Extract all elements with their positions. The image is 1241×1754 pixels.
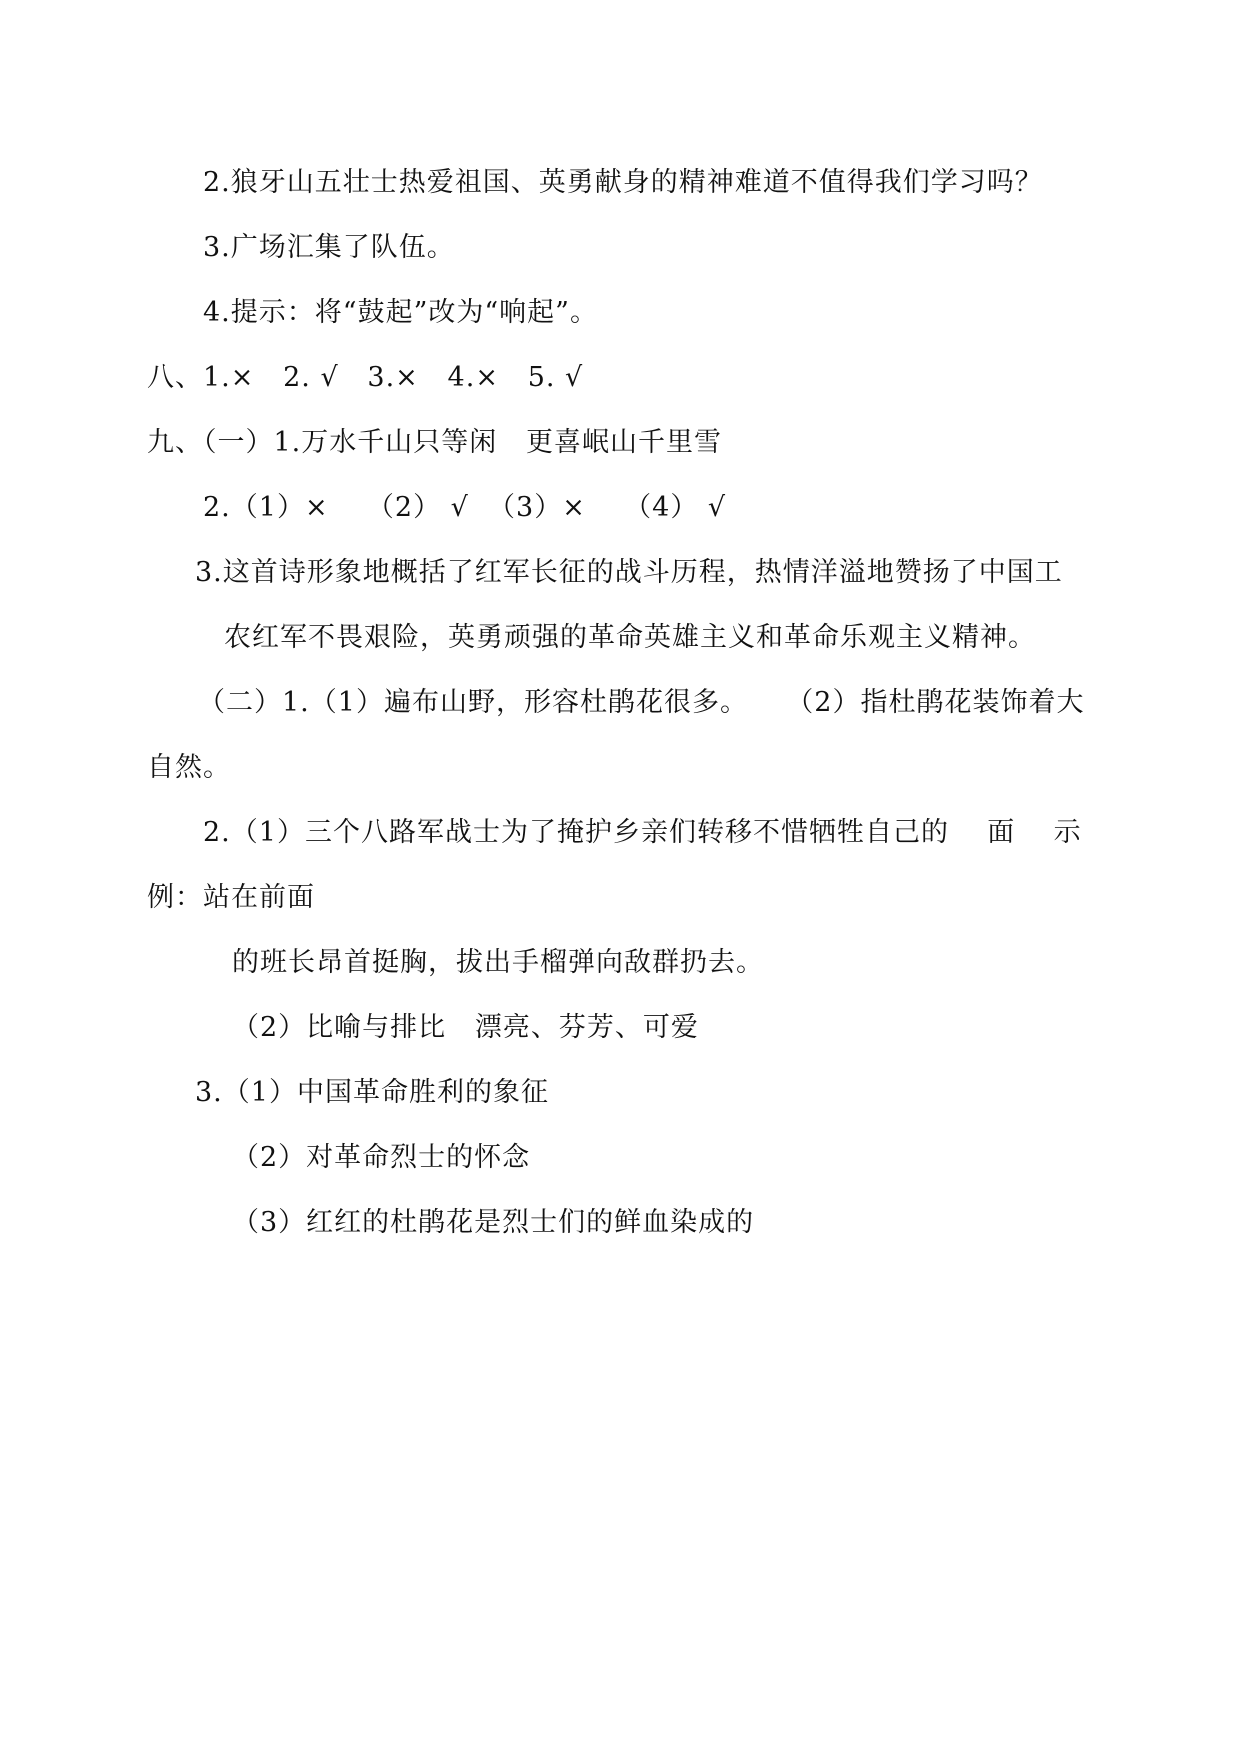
answer-line: 3.（1）中国革命胜利的象征 — [195, 1077, 549, 1108]
answer-line: 九、（一）1.万水千山只等闲 更喜岷山千里雪 — [147, 427, 723, 458]
answer-line: 4.提示：将“鼓起”改为“响起”。 — [203, 297, 598, 328]
answer-line: 2.（1）三个八路军战士为了掩护乡亲们转移不惜牺牲自己的 面 示 — [203, 817, 1082, 848]
answer-line: （2）比喻与排比 漂亮、芬芳、可爱 — [232, 1012, 699, 1043]
answer-line: 2.（1）× （2） √ （3）× （4） √ — [203, 492, 727, 523]
answer-line: （2）对革命烈士的怀念 — [232, 1142, 531, 1173]
answer-line: 的班长昂首挺胸，拔出手榴弹向敌群扔去。 — [232, 947, 764, 978]
answer-line: （3）红红的杜鹃花是烈士们的鲜血染成的 — [232, 1207, 755, 1238]
answer-line: 3.广场汇集了队伍。 — [203, 232, 455, 263]
answer-line: 2.狼牙山五壮士热爱祖国、英勇献身的精神难道不值得我们学习吗？ — [203, 167, 1043, 198]
answer-line: 农红军不畏艰险，英勇顽强的革命英雄主义和革命乐观主义精神。 — [224, 622, 1036, 653]
answer-line: 八、1.× 2. √ 3.× 4.× 5. √ — [147, 362, 584, 393]
answer-line: 3.这首诗形象地概括了红军长征的战斗历程，热情洋溢地赞扬了中国工 — [195, 557, 1063, 588]
answer-line: 自然。 — [147, 752, 231, 783]
answer-line: （二）1.（1）遍布山野，形容杜鹃花很多。 （2）指杜鹃花装饰着大 — [198, 687, 1085, 718]
answer-line: 例：站在前面 — [147, 882, 315, 913]
